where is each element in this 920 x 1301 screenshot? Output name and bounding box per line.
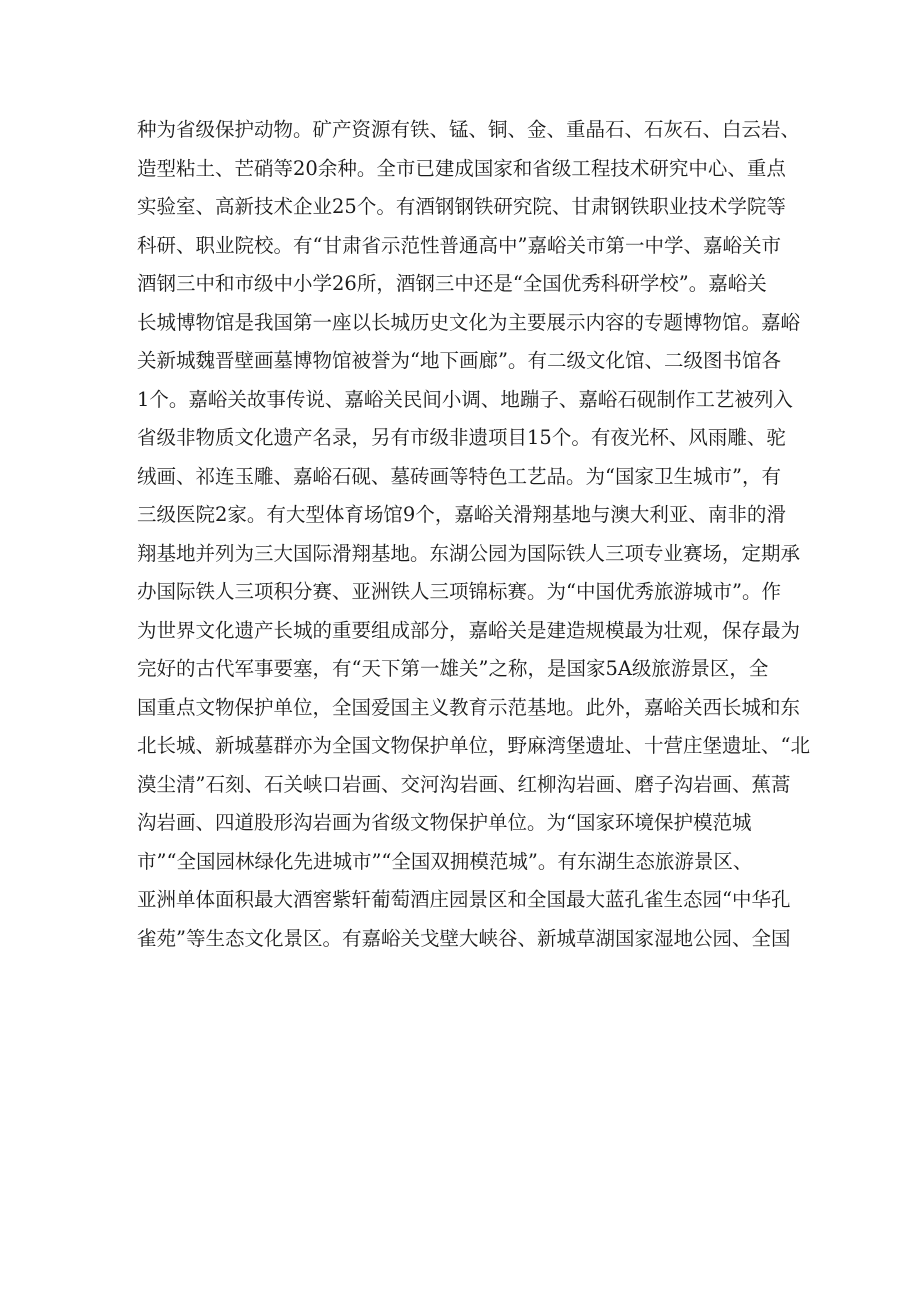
text-line: 关新城魏晋壁画墓博物馆被誉为“地下画廊”。有二级文化馆、二级图书馆各 xyxy=(137,349,781,372)
text-line: 绒画、祁连玉雕、嘉峪石砚、墓砖画等特色工艺品。为“国家卫生城市”，有 xyxy=(137,464,781,488)
text-line: 省级非物质文化遗产名录，另有市级非遗项目15个。有夜光杯、风雨雕、驼 xyxy=(137,426,786,449)
body-paragraph xyxy=(137,111,837,958)
text-line: 办国际铁人三项积分赛、亚洲铁人三项锦标赛。为“中国优秀旅游城市”。作 xyxy=(137,580,781,603)
text-line: 市”“全国园林绿化先进城市”“全国双拥模范城”。有东湖生态旅游景区、 xyxy=(137,849,753,873)
text-line: 种为省级保护动物。矿产资源有铁、锰、铜、金、重晶石、石灰石、白云岩、 xyxy=(137,118,801,141)
text-line: 酒钢三中和市级中小学26所，酒钢三中还是“全国优秀科研学校”。嘉峪关 xyxy=(137,272,767,295)
text-line: 亚洲单体面积最大酒窖紫轩葡萄酒庄园景区和全国最大蓝孔雀生态园“中华孔 xyxy=(137,888,791,911)
text-line: 完好的古代军事要塞，有“天下第一雄关”之称，是国家5A级旅游景区，全 xyxy=(137,657,769,680)
text-line: 实验室、高新技术企业25个。有酒钢钢铁研究院、甘肃钢铁职业技术学院等 xyxy=(137,195,786,218)
text-line: 沟岩画、四道股形沟岩画为省级文物保护单位。为“国家环境保护模范城 xyxy=(137,811,752,834)
text-line: 长城博物馆是我国第一座以长城历史文化为主要展示内容的专题博物馆。嘉峪 xyxy=(137,310,801,334)
text-line: 为世界文化遗产长城的重要组成部分，嘉峪关是建造规模最为壮观，保存最为 xyxy=(137,618,801,642)
text-line: 翔基地并列为三大国际滑翔基地。东湖公园为国际铁人三项专业赛场，定期承 xyxy=(137,541,801,565)
text-line: 三级医院2家。有大型体育场馆9个，嘉峪关滑翔基地与澳大利亚、南非的滑 xyxy=(137,503,786,526)
text-line: 北长城、新城墓群亦为全国文物保护单位，野麻湾堡遗址、十营庄堡遗址、“北 xyxy=(137,734,810,757)
text-line: 科研、职业院校。有“甘肃省示范性普通高中”嘉峪关市第一中学、嘉峪关市 xyxy=(137,233,781,257)
text-line: 雀苑”等生态文化景区。有嘉峪关戈壁大峡谷、新城草湖国家湿地公园、全国 xyxy=(137,926,791,950)
text-line: 漠尘清”石刻、石关峡口岩画、交河沟岩画、红柳沟岩画、磨子沟岩画、蕉蒿 xyxy=(137,772,791,796)
text-line: 国重点文物保护单位，全国爱国主义教育示范基地。此外，嘉峪关西长城和东 xyxy=(137,695,801,719)
text-line: 造型粘土、芒硝等20余种。全市已建成国家和省级工程技术研究中心、重点 xyxy=(137,156,786,180)
text-line: 1个。嘉峪关故事传说、嘉峪关民间小调、地蹦子、嘉峪石砚制作工艺被列入 xyxy=(137,387,793,411)
